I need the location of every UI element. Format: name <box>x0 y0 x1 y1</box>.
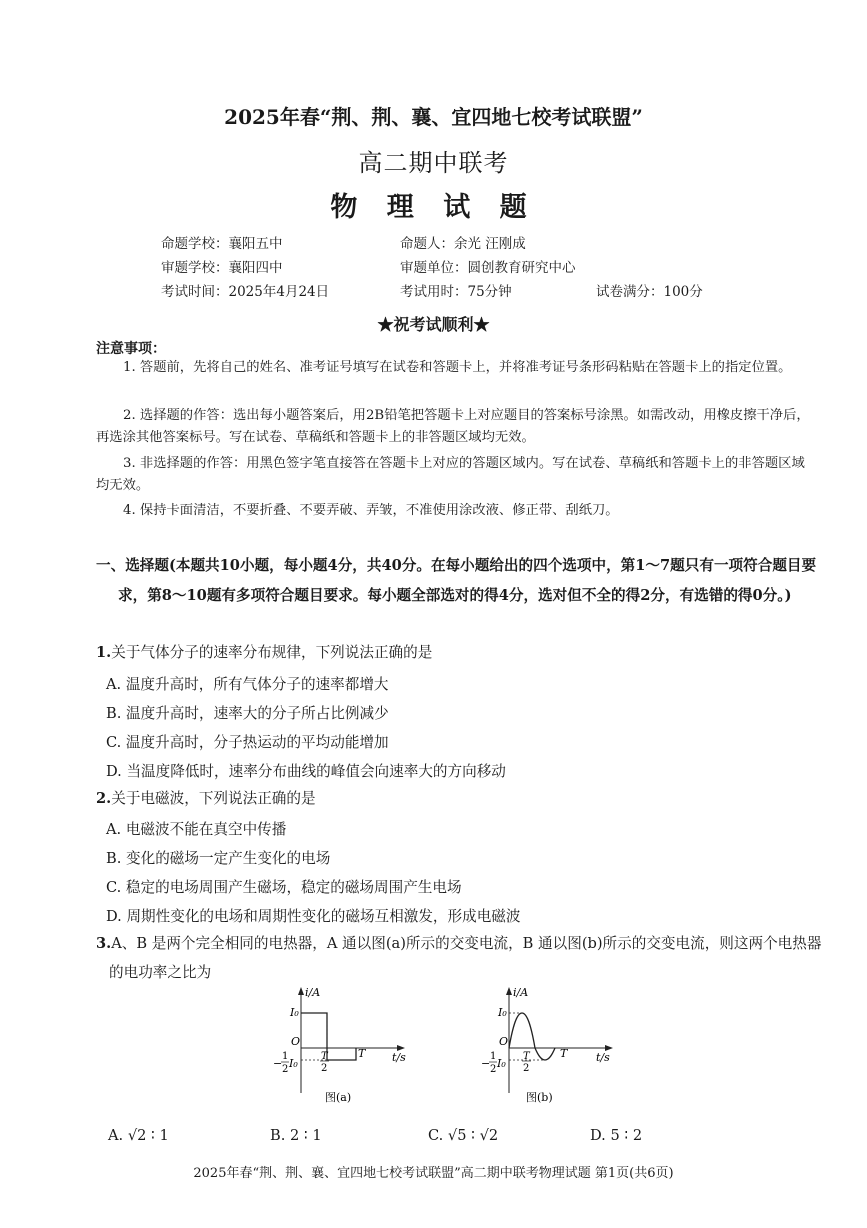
exam-duration: 考试用时：75分钟 <box>400 284 512 300</box>
half-current-label: I₀ <box>289 1057 298 1070</box>
x-axis-label: t/s <box>596 1051 610 1064</box>
question-3-option-c: C. √5 ∶ √2 <box>428 1127 499 1144</box>
question-text: 关于气体分子的速率分布规律，下列说法正确的是 <box>111 644 433 661</box>
question-1-option-d: D. 当温度降低时，速率分布曲线的峰值会向速率大的方向移动 <box>106 763 506 780</box>
figure-b-sine-wave <box>478 985 628 1110</box>
current-waveform <box>301 1013 356 1060</box>
x-axis-label: t/s <box>392 1051 406 1064</box>
t-half-denominator: 2 <box>321 1063 328 1074</box>
good-luck-banner: ★祝考试顺利★ <box>377 315 490 334</box>
question-3-option-b: B. 2 ∶ 1 <box>270 1127 322 1144</box>
question-2-option-c: C. 稳定的电场周围产生磁场，稳定的磁场周围产生电场 <box>106 879 462 896</box>
review-unit: 审题单位：圆创教育研究中心 <box>400 260 576 276</box>
peak-label: I₀ <box>290 1006 299 1019</box>
question-3-stem <box>96 929 824 987</box>
question-1-option-c: C. 温度升高时，分子热运动的平均动能增加 <box>106 734 389 751</box>
question-number: 3. <box>96 935 112 952</box>
t-half-numerator: T <box>523 1051 530 1062</box>
question-text: 关于电磁波，下列说法正确的是 <box>111 790 316 807</box>
current-waveform <box>509 1013 555 1060</box>
exam-time: 考试时间：2025年4月24日 <box>161 284 330 300</box>
notice-item: 1. 答题前，先将自己的姓名、准考证号填写在试卷和答题卡上，并将准考证号条形码粘贴在答题卡上的指定位置。 <box>123 360 792 375</box>
y-axis-label: i/A <box>513 986 529 999</box>
question-2-option-a: A. 电磁波不能在真空中传播 <box>106 821 287 838</box>
half-current-label: I₀ <box>497 1057 506 1070</box>
question-number: 2. <box>96 790 112 807</box>
review-school: 审题学校：襄阳四中 <box>161 260 283 276</box>
y-axis-arrow <box>298 987 304 995</box>
period-label: T <box>358 1047 366 1060</box>
exam-alliance-title: 2025年春“荆、荆、襄、宜四地七校考试联盟” <box>224 105 643 129</box>
half-numerator: 1 <box>490 1051 497 1062</box>
origin-label: O <box>499 1035 509 1048</box>
question-2-option-d: D. 周期性变化的电场和周期性变化的磁场互相激发，形成电磁波 <box>106 908 521 925</box>
question-3-option-a: A. √2 ∶ 1 <box>108 1127 169 1144</box>
neg-sign: − <box>481 1057 491 1070</box>
peak-label: I₀ <box>498 1006 507 1019</box>
full-score: 试卷满分：100分 <box>596 284 703 300</box>
figure-a-square-wave <box>270 985 420 1110</box>
figure-caption: 图(b) <box>526 1091 553 1104</box>
half-numerator: 1 <box>282 1051 289 1062</box>
t-half-numerator: T <box>321 1051 328 1062</box>
page-footer: 2025年春“荆、荆、襄、宜四地七校考试联盟”高二期中联考物理试题 第1页(共6页) <box>193 1166 674 1181</box>
question-1-option-a: A. 温度升高时，所有气体分子的速率都增大 <box>106 676 389 693</box>
notice-item: 2. 选择题的作答：选出每小题答案后，用2B铅笔把答题卡上对应题目的答案标号涂黑。如需改动，用橡皮擦干净后，再选涂其他答案标号。写在试卷、草稿纸和答题卡上的非答题区域均无效。 <box>96 408 810 445</box>
question-2-option-b: B. 变化的磁场一定产生变化的电场 <box>106 850 331 867</box>
question-2-stem <box>96 784 816 813</box>
notice-item: 3. 非选择题的作答：用黑色签字笔直接答在答题卡上对应的答题区域内。写在试卷、草稿纸和答题卡上的非答题区域均无效。 <box>96 456 805 493</box>
question-text: A、B 是两个完全相同的电热器，A 通以图(a)所示的交变电流，B 通以图(b)所示的交变电流，则这两个电热器的电功率之比为 <box>109 935 822 981</box>
period-label: T <box>560 1047 568 1060</box>
question-number: 1. <box>96 644 112 661</box>
author: 命题人：余光 汪刚成 <box>400 236 526 252</box>
neg-sign: − <box>273 1057 283 1070</box>
y-axis-arrow <box>506 987 512 995</box>
half-denominator: 2 <box>282 1064 289 1075</box>
y-axis-label: i/A <box>305 986 321 999</box>
figure-caption: 图(a) <box>325 1091 352 1104</box>
question-3-option-d: D. 5 ∶ 2 <box>590 1127 643 1144</box>
half-denominator: 2 <box>490 1064 497 1075</box>
notice-item: 4. 保持卡面清洁，不要折叠、不要弄破、弄皱，不准使用涂改液、修正带、刮纸刀。 <box>123 503 619 518</box>
notice-title: 注意事项： <box>96 341 166 357</box>
exam-subtitle: 高二期中联考 <box>358 149 509 177</box>
section-instructions: 一、选择题(本题共10小题，每小题4分，共40分。在每小题给出的四个选项中，第1～7题只有一项符合题目要求，第8～10题有多项符合题目要求。每小题全部选对的得4分，选对但不全的得2分，有选错的得0分。) <box>96 557 817 604</box>
question-1-stem <box>96 638 816 667</box>
subject-title: 物 理 试 题 <box>330 192 537 223</box>
t-half-denominator: 2 <box>523 1063 530 1074</box>
question-1-option-b: B. 温度升高时，速率大的分子所占比例减少 <box>106 705 389 722</box>
origin-label: O <box>291 1035 301 1048</box>
author-school: 命题学校：襄阳五中 <box>161 236 283 252</box>
